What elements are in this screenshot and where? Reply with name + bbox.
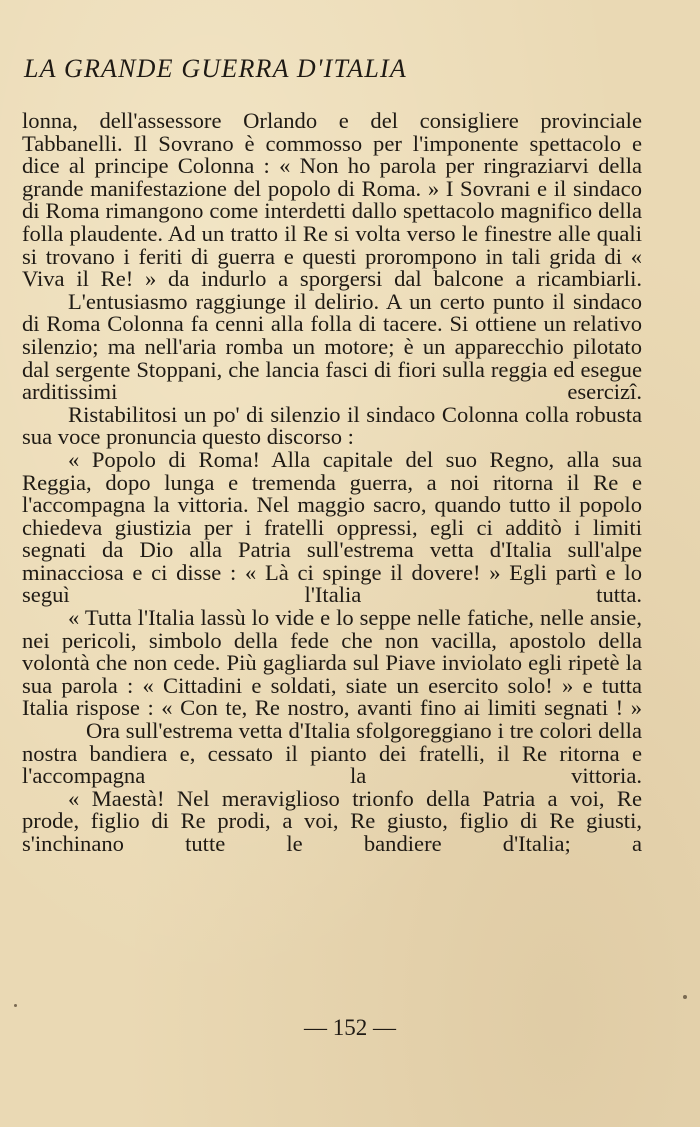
paragraph-2: L'entusiasmo raggiunge il delirio. A un certo punto il sindaco di Roma Colonna fa cenni alla folla di tacere. Si ottiene un relativo silenzio; ma nell'aria romba un motore; è un apparecchio pilotato dal sergente Stoppani, che lancia fasci di fiori sulla reggia ed esegue arditissimi esercizî. (22, 288, 642, 405)
running-head: LA GRANDE GUERRA D'ITALIA (24, 54, 407, 83)
paragraph-4: « Popolo di Roma! Alla capitale del suo Regno, alla sua Reggia, dopo lunga e tremenda guerra, a noi ritorna il Re e l'accompagna la vittoria. Nel maggio sacro, quando tutto il popolo chiedeva giustizia per i fratelli oppressi, egli ci additò i limiti segnati da Dio alla Patria sull'estrema vetta d'Italia sull'alpe minacciosa e ci disse : « Là ci spinge il dovere! » Egli partì e lo seguì l'Italia tutta. (22, 446, 642, 608)
paragraph-1: lonna, dell'assessore Orlando e del consigliere provinciale Tabbanelli. Il Sovrano è commosso per l'imponente spettacolo e dice al principe Colonna : « Non ho parola per ringraziarvi della grande manifestazione del popolo di Roma. » I Sovrani e il sindaco di Roma rimangono come interdetti dallo spettacolo magnifico della folla plaudente. Ad un tratto il Re si volta verso le finestre alle quali si trovano i feriti di guerra e questi prorompono in tali grida di « Viva il Re! » da indurlo a sporgersi dal balcone a ricambiarli. (22, 108, 642, 292)
paragraph-6: Ora sull'estrema vetta d'Italia sfolgoreggiano i tre colori della nostra bandiera e, cessato il pianto dei fratelli, il Re ritorna e l'accompagna la vittoria. (22, 718, 642, 789)
paragraph-5: « Tutta l'Italia lassù lo vide e lo seppe nelle fatiche, nelle ansie, nei pericoli, simbolo della fede che non vacilla, apostolo della volontà che non cede. Più gagliarda sul Piave inviolato egli ripetè la sua parola : « Cittadini e soldati, siate un esercito solo! » e tutta Italia rispose : « Con te, Re nostro, avanti fino ai limiti segnati ! » (22, 605, 642, 721)
paragraph-7: « Maestà! Nel meraviglioso trionfo della Patria a voi, Re prode, figlio di Re prodi, a voi, Re giusto, figlio di Re giusti, s'inchinano tutte le bandiere d'Italia; a (22, 785, 642, 856)
page-number: — 152 — (304, 1015, 396, 1040)
paragraph-3: Ristabilitosi un po' di silenzio il sindaco Colonna colla robusta sua voce pronuncia questo discorso : (22, 401, 642, 450)
paper-speck (14, 1004, 17, 1007)
paper-speck (683, 995, 687, 999)
body-text (22, 110, 642, 856)
